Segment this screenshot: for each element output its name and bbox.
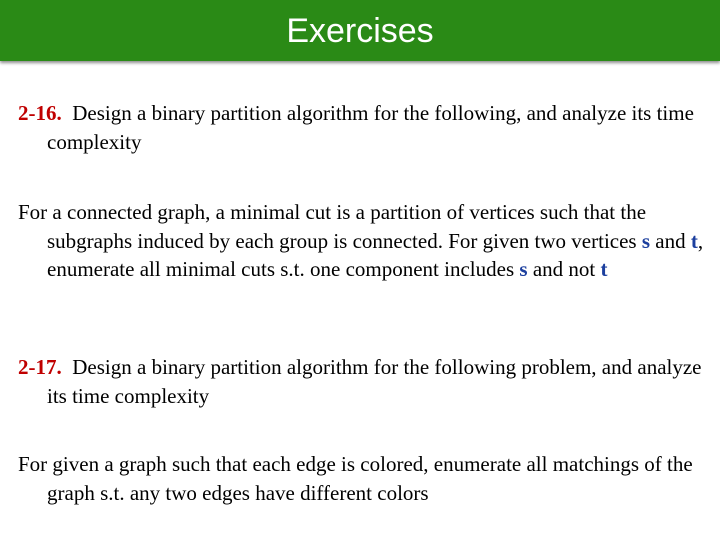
problem-text: and <box>650 228 691 253</box>
variable-s: s <box>641 228 651 253</box>
variable-s: s <box>519 257 528 281</box>
variable-t: t <box>600 257 608 281</box>
problem-text: , enumerate all minimal cuts s.t. one component includes <box>47 228 704 281</box>
exercise-text: Design a binary partition algorithm for the following problem, and analyze its time complexity <box>47 355 702 408</box>
slide-title: Exercises <box>286 12 434 50</box>
problem-text: and not <box>527 257 601 281</box>
problem-text: For given a graph such that each edge is colored, enumerate all matchings of the graph s.t. any two edges have different colors <box>18 452 693 505</box>
problem-2-16 <box>18 198 718 284</box>
exercise-number: 2-16. <box>18 101 62 125</box>
problem-text: For a connected graph, a minimal cut is a partition of vertices such that the subgraphs induced by each group is connected. For given two vertices <box>18 200 647 253</box>
exercise-2-16 <box>18 99 718 156</box>
variable-t: t <box>690 228 698 253</box>
exercise-number: 2-17. <box>18 355 62 379</box>
problem-2-17 <box>18 450 718 507</box>
exercise-text: Design a binary partition algorithm for the following, and analyze its time complexity <box>47 101 694 154</box>
exercise-2-17 <box>18 353 718 410</box>
title-bar <box>0 0 720 61</box>
